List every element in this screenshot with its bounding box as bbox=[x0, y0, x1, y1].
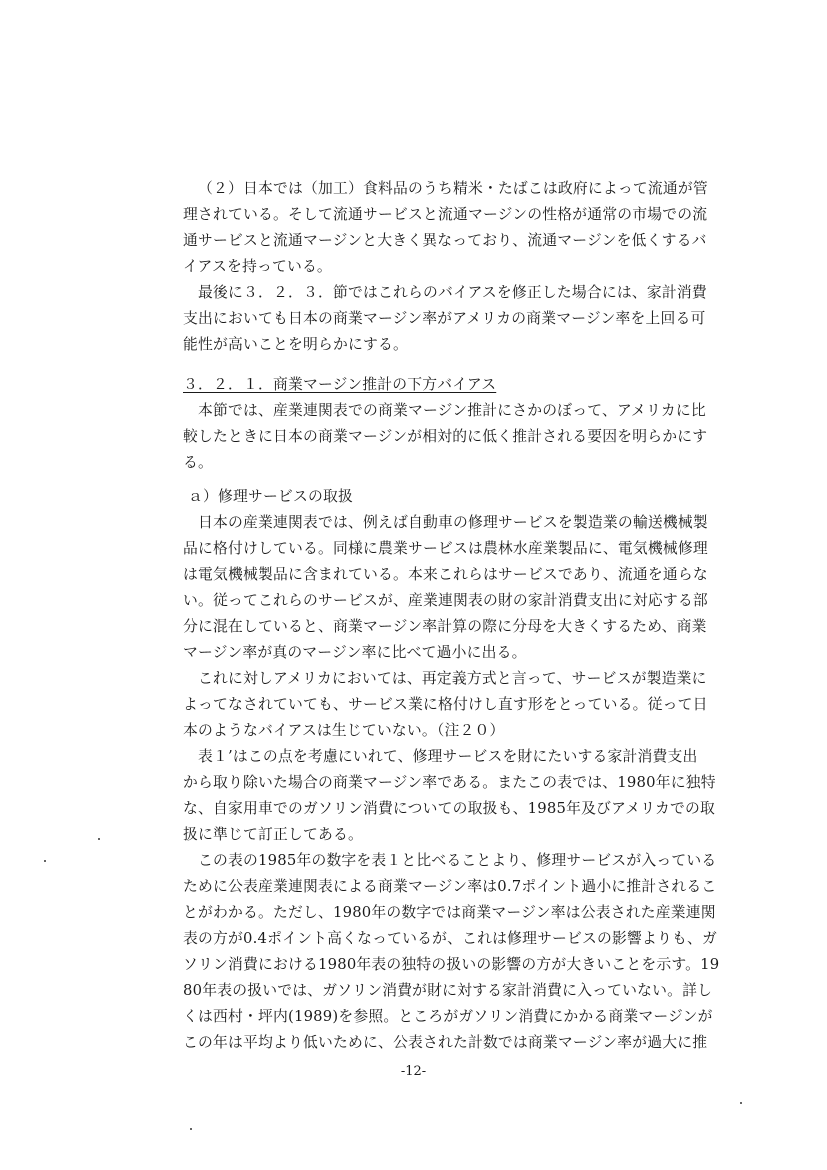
text-line: 表１’はこの点を考慮にいれて、修理サービスを財にたいする家計消費支出 bbox=[198, 748, 698, 765]
text-line: 本のようなバイアスは生じていない。（注２０） bbox=[183, 722, 505, 739]
text-line: 日本の産業連関表では、例えば自動車の修理サービスを製造業の輸送機械製 bbox=[198, 514, 708, 531]
scan-speck bbox=[98, 838, 100, 840]
text-line: ために公表産業連関表による商業マージン率は0.7ポイント過小に推計されるこ bbox=[183, 878, 717, 895]
text-line: （２）日本では（加工）食料品のうち精米・たばこは政府によって流通が管 bbox=[198, 180, 708, 197]
text-line: 最後に３．２．３．節ではこれらのバイアスを修正した場合には、家計消費 bbox=[198, 284, 707, 301]
text-line: 較したときに日本の商業マージンが相対的に低く推計される要因を明らかにす bbox=[183, 428, 708, 445]
text-line: から取り除いた場合の商業マージン率である。またこの表では、1980年に独特 bbox=[183, 774, 716, 791]
scan-speck bbox=[44, 860, 46, 862]
text-line: 通サービスと流通マージンと大きく異なっており、流通マージンを低くするバ bbox=[183, 232, 707, 249]
text-line: 本節では、産業連関表での商業マージン推計にさかのぼって、アメリカに比 bbox=[198, 402, 706, 419]
page-number: -12- bbox=[400, 1064, 427, 1079]
text-line: 支出においても日本の商業マージン率がアメリカの商業マージン率を上回る可 bbox=[183, 310, 706, 327]
section-heading: ３．２．１．商業マージン推計の下方バイアス bbox=[183, 376, 497, 393]
text-line: ソリン消費における1980年表の独特の扱いの影響の方が大きいことを示す。19 bbox=[183, 956, 720, 973]
text-line: 品に格付けしている。同様に農業サービスは農林水産業製品に、電気機械修理 bbox=[183, 540, 708, 557]
text-line: な、自家用車でのガソリン消費についての取扱も、1985年及びアメリカでの取 bbox=[183, 800, 716, 817]
text-line: 分に混在していると、商業マージン率計算の際に分母を大きくするため、商業 bbox=[183, 618, 707, 635]
text-line: 表の方が0.4ポイント高くなっているが、これは修理サービスの影響よりも、ガ bbox=[183, 930, 718, 947]
scan-speck bbox=[190, 1128, 192, 1130]
text-line: 理されている。そして流通サービスと流通マージンの性格が通常の市場での流 bbox=[183, 206, 708, 223]
scan-speck bbox=[740, 1102, 742, 1104]
text-line: よってなされていても、サービス業に格付けし直す形をとっている。従って日 bbox=[183, 696, 708, 713]
text-line: は電気機械製品に含まれている。本来これらはサービスであり、流通を通らな bbox=[183, 566, 708, 583]
subsection-heading: ａ）修理サービスの取扱 bbox=[188, 488, 353, 505]
text-line: イアスを持っている。 bbox=[183, 258, 332, 275]
text-line: この表の1985年の数字を表１と比べることより、修理サービスが入っている bbox=[198, 852, 717, 869]
text-line: くは西村・坪内(1989)を参照。ところがガソリン消費にかかる商業マージンが bbox=[183, 1008, 713, 1025]
text-line: る。 bbox=[183, 454, 213, 471]
text-line: 能性が高いことを明らかにする。 bbox=[183, 336, 408, 353]
text-line: 扱に準じて訂正してある。 bbox=[183, 826, 363, 843]
text-line: これに対しアメリカにおいては、再定義方式と言って、サービスが製造業に bbox=[198, 670, 707, 687]
text-line: とがわかる。ただし、1980年の数字では商業マージン率は公表された産業連関 bbox=[183, 904, 716, 921]
text-line: い。従ってこれらのサービスが、産業連関表の財の家計消費支出に対応する部 bbox=[183, 592, 708, 609]
text-line: マージン率が真のマージン率に比べて過小に出る。 bbox=[183, 644, 527, 661]
text-line: 80年表の扱いでは、ガソリン消費が財に対する家計消費に入っていない。詳し bbox=[183, 982, 713, 999]
text-line: この年は平均より低いために、公表された計数では商業マージン率が過大に推 bbox=[183, 1034, 708, 1051]
